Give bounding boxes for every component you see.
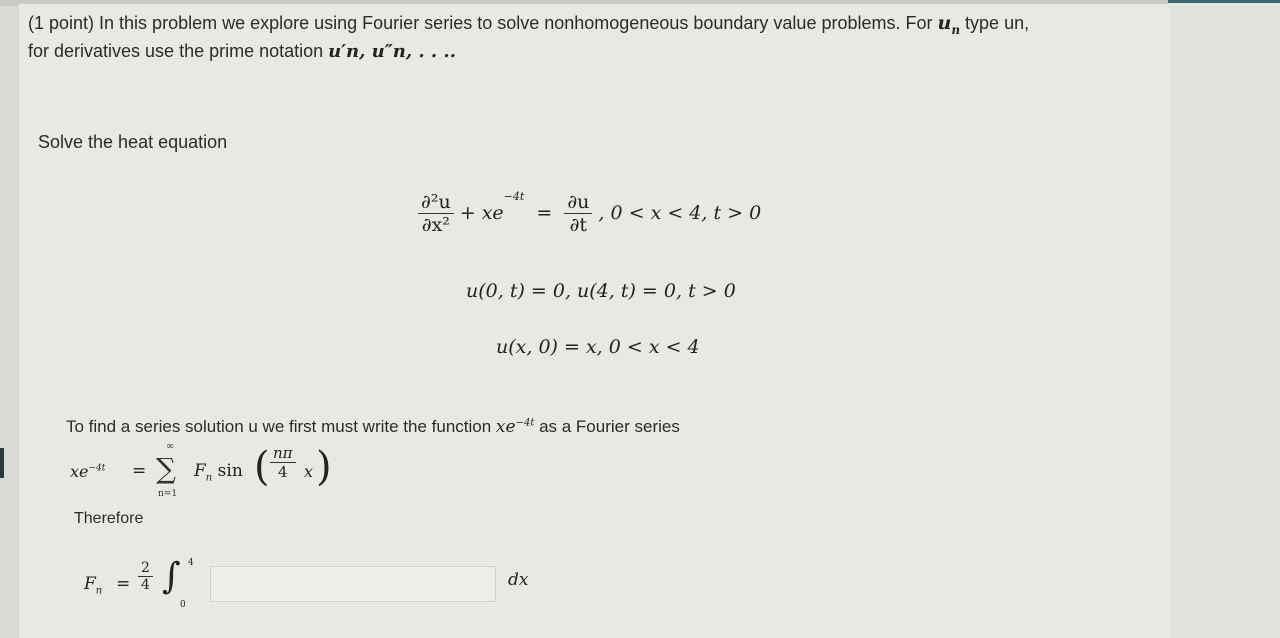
solve-label: Solve the heat equation bbox=[38, 132, 228, 152]
intro-text-2: for derivatives use the prime notation bbox=[28, 41, 329, 61]
pde-forcing-term: + xe bbox=[459, 202, 504, 224]
dx-label: dx bbox=[508, 570, 529, 590]
arg-denominator: 4 bbox=[277, 463, 288, 481]
boundary-conditions: u(0, t) = 0, u(4, t) = 0, t > 0 bbox=[466, 280, 736, 302]
fraction-denominator: 4 bbox=[141, 577, 150, 593]
series-coefficient-subscript: n bbox=[205, 472, 213, 484]
integral-lower-limit: 0 bbox=[180, 600, 186, 610]
intro-line-2 bbox=[28, 38, 456, 65]
left-paren: ( bbox=[254, 444, 270, 490]
heat-equation bbox=[418, 190, 761, 236]
therefore-label: Therefore bbox=[74, 510, 144, 527]
intro-text-end: type un, bbox=[960, 13, 1030, 33]
un-letter: u bbox=[937, 12, 952, 34]
coefficient-equals: = bbox=[116, 574, 131, 594]
right-paren: ) bbox=[316, 444, 332, 490]
arg-numerator: nπ bbox=[270, 444, 296, 463]
accent-bar bbox=[1168, 0, 1280, 3]
series-text-after: as a Fourier series bbox=[534, 417, 680, 436]
series-equals: = bbox=[132, 461, 147, 481]
series-sentence bbox=[66, 417, 680, 437]
integral-icon: ∫ bbox=[162, 556, 181, 597]
sigma-upper: ∞ bbox=[166, 441, 175, 452]
pde-lhs-denominator: ∂x² bbox=[421, 213, 450, 236]
coefficient-letter: F bbox=[84, 574, 96, 594]
sin-argument bbox=[270, 444, 296, 481]
left-marker bbox=[0, 448, 4, 478]
pde-lhs-numerator: ∂²u bbox=[418, 191, 454, 214]
two-over-four bbox=[138, 560, 153, 593]
un-subscript: n bbox=[951, 22, 961, 37]
series-lhs bbox=[70, 462, 105, 481]
coefficient-fraction bbox=[138, 560, 153, 593]
integral-upper-limit: 4 bbox=[188, 558, 194, 568]
right-margin bbox=[1168, 0, 1280, 638]
series-func: xe bbox=[495, 417, 516, 437]
series-func-exponent: −4t bbox=[515, 417, 535, 429]
sin-function: sin bbox=[217, 461, 243, 481]
un-symbol bbox=[937, 12, 961, 37]
series-lhs-exponent: −4t bbox=[88, 463, 106, 474]
sigma-icon: ∑ bbox=[156, 452, 176, 485]
series-term bbox=[194, 461, 243, 483]
pde-rhs-fraction bbox=[564, 191, 592, 236]
arg-fraction bbox=[270, 444, 296, 481]
problem-panel bbox=[18, 4, 1169, 638]
intro-text: (1 point) In this problem we explore using Fourier series to solve nonhomogeneous boundary value problems. For bbox=[28, 13, 938, 33]
pde-exponent: −4t bbox=[503, 190, 525, 203]
series-lhs-func: xe bbox=[70, 462, 89, 481]
fraction-numerator: 2 bbox=[138, 560, 153, 577]
pde-domain: , 0 < x < 4, t > 0 bbox=[598, 202, 762, 224]
arg-variable: x bbox=[304, 462, 314, 481]
prime-notation: u′n, u″n, . . .. bbox=[328, 41, 456, 62]
series-text-before: To find a series solution u we first must write the function bbox=[66, 417, 496, 436]
coefficient-subscript: n bbox=[95, 585, 103, 597]
integrand-answer-input[interactable] bbox=[210, 566, 496, 602]
initial-condition: u(x, 0) = x, 0 < x < 4 bbox=[496, 336, 700, 358]
coefficient-lhs bbox=[84, 574, 102, 596]
pde-rhs-denominator: ∂t bbox=[569, 213, 588, 236]
sigma-lower: n=1 bbox=[158, 489, 178, 499]
pde-rhs-numerator: ∂u bbox=[564, 191, 592, 214]
pde-lhs-fraction bbox=[418, 191, 454, 236]
pde-equals: = bbox=[536, 202, 553, 224]
series-coefficient: F bbox=[194, 461, 206, 481]
